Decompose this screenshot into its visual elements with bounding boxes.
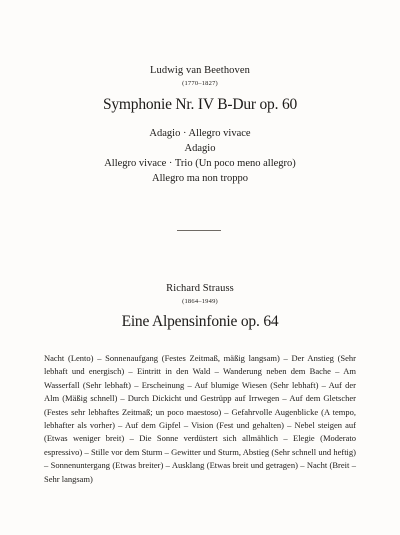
beethoven-movement-2: Adagio bbox=[184, 143, 216, 154]
beethoven-work-title: Symphonie Nr. IV B-Dur op. 60 bbox=[102, 96, 298, 113]
strauss-movement-description: Nacht (Lento) – Sonnenaufgang (Festes Zeitmaß, mäßig langsam) – Der Anstieg (Sehr lebhaft und energisch) – Eintritt in den Wald – Wanderung neben dem Bache – Am Wasserfall (Sehr lebhaft) – Erscheinung – Auf blumige Wiesen (Sehr lebhaft) – Auf der Alm (Mäßig schnell) – Durch Dickicht und Gestrüpp auf Irrwegen – Auf dem Gletscher (Festes sehr lebhaftes Zeitmaß; un poco maestoso) – Gefahrvolle Augenblicke (A tempo, lebhafter als vorher) – Auf dem Gipfel – Vision (Fest und gehalten) – Nebel steigen auf (Etwas weniger breit) – Die Sonne verdüstert sich allmählich – Elegie (Moderato espressivo) – Stille vor dem Sturm – Gewitter und Sturm, Abstieg (Sehr schnell und heftig) – Sonnenuntergang (Etwas breiter) – Ausklang (Etwas breit und getragen) – Nacht (Breit – Sehr langsam) bbox=[44, 353, 356, 484]
beethoven-movement-1: Adagio · Allegro vivace bbox=[149, 128, 251, 139]
beethoven-movement-3: Allegro vivace · Trio (Un poco meno allegro) bbox=[104, 158, 296, 169]
section-divider bbox=[177, 230, 221, 231]
strauss-work-title: Eine Alpensinfonie op. 64 bbox=[121, 313, 279, 330]
beethoven-dates: (1770–1827) bbox=[182, 80, 218, 87]
beethoven-composer: Ludwig van Beethoven bbox=[150, 65, 250, 76]
strauss-dates: (1864–1949) bbox=[182, 298, 218, 305]
beethoven-movement-4: Allegro ma non troppo bbox=[152, 173, 248, 184]
strauss-composer: Richard Strauss bbox=[166, 283, 234, 294]
